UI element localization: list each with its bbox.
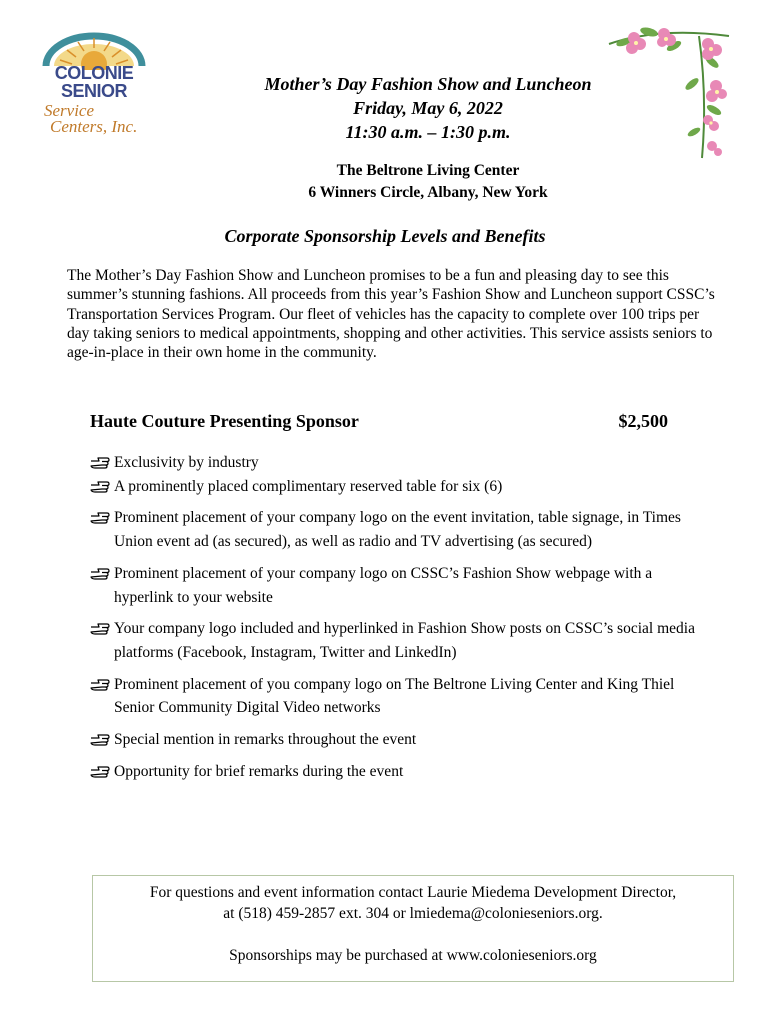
event-title: Mother’s Day Fashion Show and Luncheon (264, 74, 592, 94)
benefit-item (90, 760, 710, 784)
sponsorship-purchase-note: Sponsorships may be purchased at www.colonieseniors.org (229, 947, 597, 964)
benefit-item (90, 506, 710, 553)
benefits-list (90, 451, 710, 783)
benefit-item (90, 475, 710, 499)
venue-block (218, 160, 638, 204)
section-title: Corporate Sponsorship Levels and Benefits (224, 226, 546, 246)
sponsorship-level-name: Haute Couture Presenting Sponsor (90, 411, 359, 431)
benefit-text: A prominently placed complimentary reserved table for six (6) (114, 477, 503, 495)
event-time: 11:30 a.m. – 1:30 p.m. (345, 122, 511, 142)
pointing-hand-icon (90, 456, 110, 470)
pointing-hand-icon (90, 480, 110, 494)
benefit-item (90, 562, 710, 609)
contact-box (92, 875, 734, 982)
benefit-text: Exclusivity by industry (114, 454, 259, 471)
organization-logo (40, 30, 148, 138)
benefit-text: Prominent placement of your company logo on CSSC’s Fashion Show webpage with a hyperlink to your website (114, 564, 653, 606)
sponsorship-level-row (90, 411, 668, 432)
benefit-text: Prominent placement of your company logo on the event invitation, table signage, in Times Union event ad (as secured), as well as radio and TV advertising (as secured) (114, 509, 681, 551)
logo-text-senior: SENIOR (60, 81, 127, 101)
benefit-item (90, 673, 710, 720)
pointing-hand-icon (90, 511, 110, 525)
benefit-item (90, 617, 710, 664)
pointing-hand-icon (90, 567, 110, 581)
logo-text-colonie: COLONIE (54, 63, 134, 83)
logo-text-service: Service (44, 101, 95, 120)
event-date: Friday, May 6, 2022 (353, 98, 503, 118)
venue-address: 6 Winners Circle, Albany, New York (308, 184, 548, 201)
pointing-hand-icon (90, 765, 110, 779)
benefit-text: Special mention in remarks throughout the event (114, 731, 417, 749)
benefit-text: Opportunity for brief remarks during the event (114, 762, 404, 780)
contact-line-1: For questions and event information contact Laurie Miedema Development Director, (149, 884, 677, 901)
benefit-item (90, 728, 710, 752)
pointing-hand-icon (90, 733, 110, 747)
contact-line-2: at (518) 459-2857 ext. 304 or lmiedema@colonieseniors.org. (223, 905, 603, 922)
benefit-text: Prominent placement of you company logo on The Beltrone Living Center and King Thiel Senior Community Digital Video networks (114, 675, 675, 717)
intro-paragraph: The Mother’s Day Fashion Show and Luncheon promises to be a fun and pleasing day to see this summer’s stunning fashions. All proceeds from this year’s Fashion Show and Luncheon support CSSC’s Transportation Services Program. Our fleet of vehicles has the capacity to complete over 100 trips per day taking seniors to medical appointments, shopping and other activities. This service assists seniors to age-in-place in their own home in the community. (67, 267, 715, 362)
pointing-hand-icon (90, 678, 110, 692)
venue-name: The Beltrone Living Center (336, 162, 520, 179)
benefit-item (90, 451, 710, 475)
event-header (218, 72, 638, 144)
pointing-hand-icon (90, 622, 110, 636)
benefit-text: Your company logo included and hyperlinked in Fashion Show posts on CSSC’s social media platforms (Facebook, Instagram, Twitter and LinkedIn) (114, 620, 695, 661)
sponsorship-price: $2,500 (618, 411, 668, 431)
logo-text-centers: Centers, Inc. (50, 117, 138, 136)
